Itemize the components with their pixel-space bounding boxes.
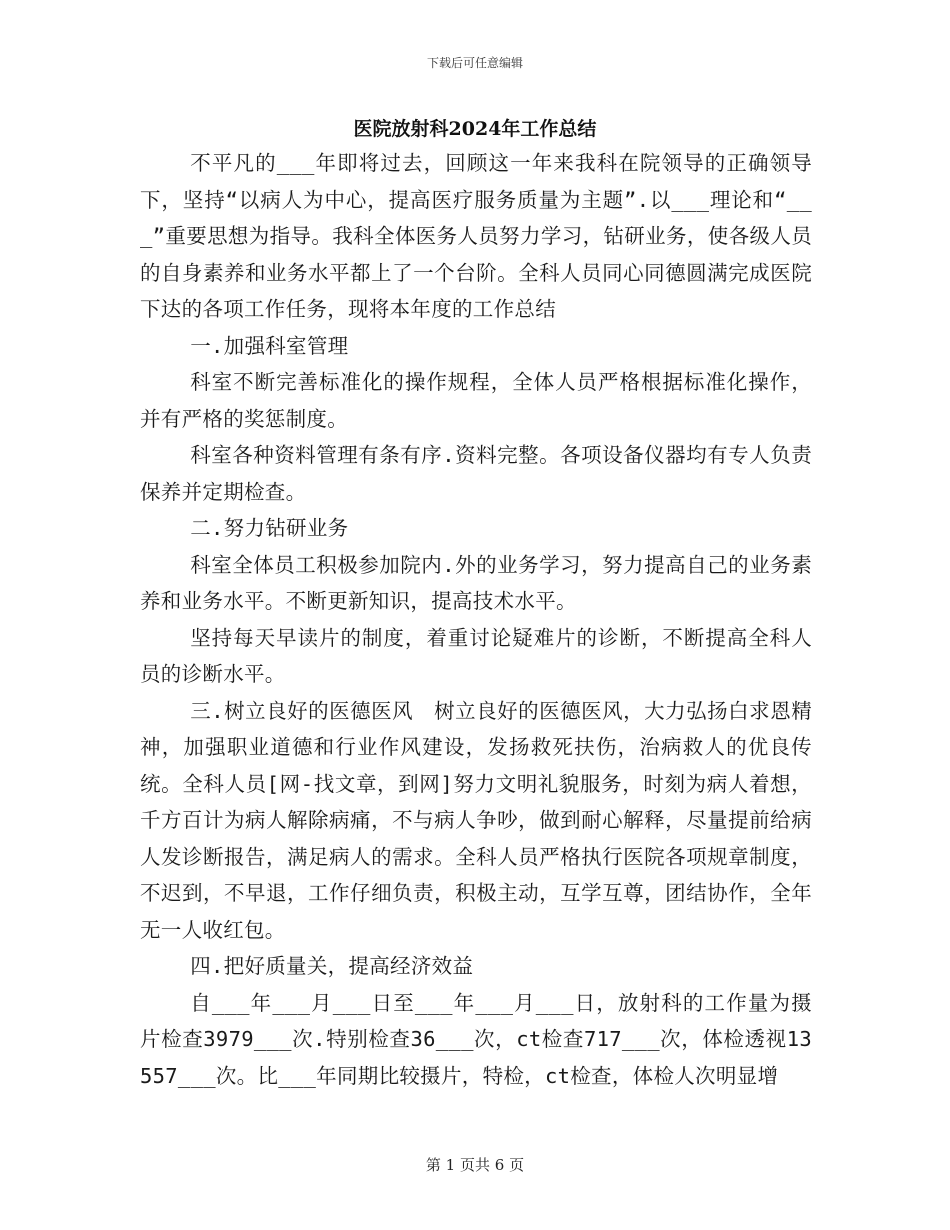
- section-heading-2: 二.努力钻研业务: [190, 516, 349, 540]
- paragraph-section-3: 三.树立良好的医德医风 树立良好的医德医风，大力弘扬白求恩精神，加强职业道德和行业作风建设，发扬救死扶伤，治病救人的优良传统。全科人员[网-找文章，到网]努力文明礼貌服务，时刻为病人着想，千方百计为病人解除病痛，不与病人争吵，做到耐心解释，尽量提前给病人发诊断报告，满足病人的需求。全科人员严格执行医院各项规章制度，不迟到，不早退，工作仔细负责，积极主动，互学互尊，团结协作，全年无一人收红包。: [140, 698, 812, 942]
- section-heading-1: 一.加强科室管理: [190, 333, 349, 358]
- document-title: 医院放射科2024年工作总结: [353, 118, 597, 140]
- page-footer-note: 第 1 页共 6 页: [425, 1156, 525, 1174]
- section-heading-4: 四.把好质量关，提高经济效益: [190, 954, 474, 978]
- document-body: [140, 145, 812, 1094]
- paragraph-1b: 科室各种资料管理有条有序.资料完整。各项设备仪器均有专人负责保养并定期检查。: [140, 443, 812, 504]
- paragraph-4a: 自___年___月___日至___年___月___日，放射科的工作量为摄片检查3979___次.特别检查36___次，ct检查717___次，体检透视13557___次。比___年同期比较摄片，特检，ct检查，体检人次明显增: [140, 990, 812, 1088]
- paragraph-2a: 科室全体员工积极参加院内.外的业务学习，努力提高自己的业务素养和业务水平。不断更新知识，提高技术水平。: [140, 552, 812, 613]
- paragraph-2b: 坚持每天早读片的制度，着重讨论疑难片的诊断，不断提高全科人员的诊断水平。: [140, 625, 812, 686]
- page-header-note: 下载后可任意编辑: [426, 56, 523, 70]
- paragraph-intro: 不平凡的___年即将过去，回顾这一年来我科在院领导的正确领导下，坚持“以病人为中心，提高医疗服务质量为主题”.以___理论和“___”重要思想为指导。我科全体医务人员努力学习，钻研业务，使各级人员的自身素养和业务水平都上了一个台阶。全科人员同心同德圆满完成医院下达的各项工作任务，现将本年度的工作总结: [140, 151, 812, 321]
- paragraph-1a: 科室不断完善标准化的操作规程，全体人员严格根据标准化操作，并有严格的奖惩制度。: [140, 370, 812, 431]
